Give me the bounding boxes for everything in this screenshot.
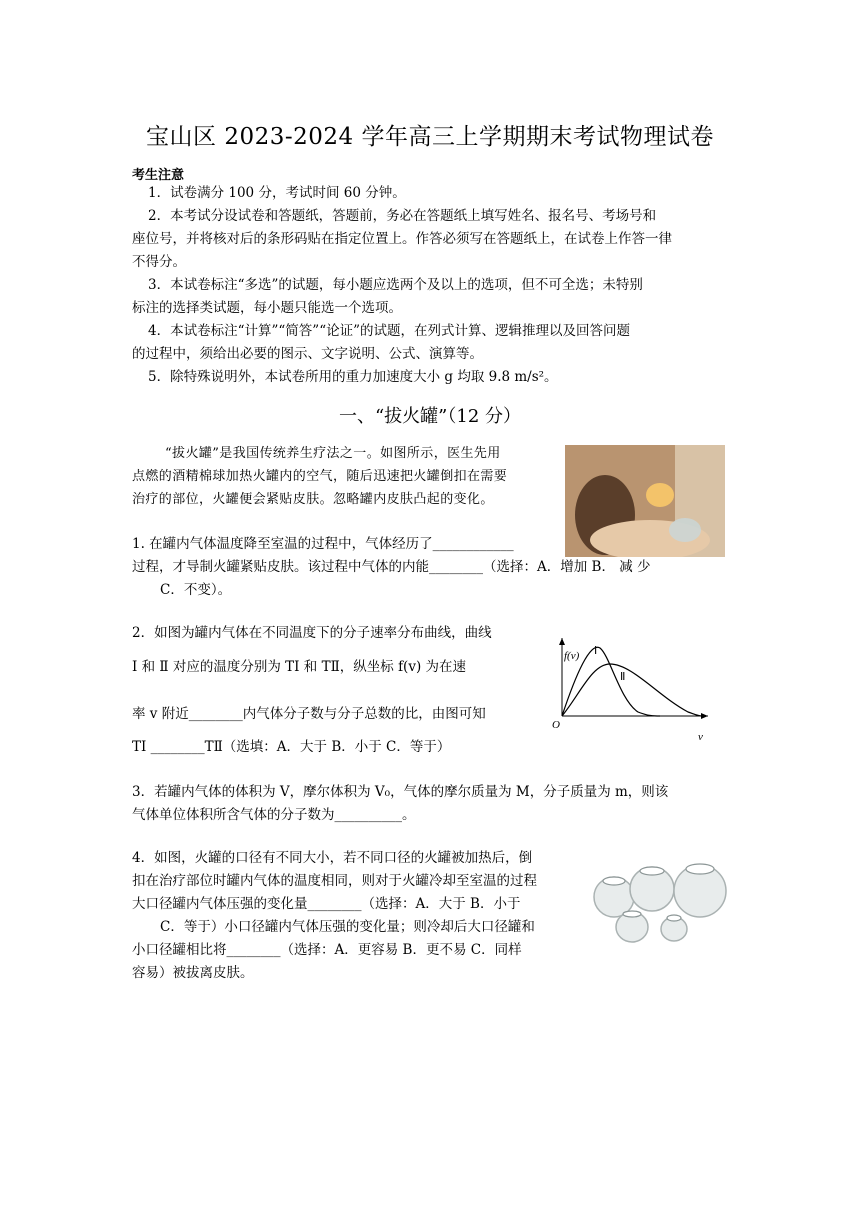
chart-curve1-label: Ⅰ [594, 645, 598, 657]
cupping-photo [565, 445, 725, 557]
section-heading: 一、“拔火罐”（12 分） [338, 406, 522, 427]
notice-line: 不得分。 [132, 254, 186, 270]
q3-line: 气体单位体积所含气体的分子数为__________。 [132, 807, 416, 823]
intro-line: 治疗的部位，火罐便会紧贴皮肤。忽略罐内皮肤凸起的变化。 [132, 492, 494, 507]
q2-line: 率 v 附近________内气体分子数与分子总数的比，由图可知 [132, 706, 486, 722]
q4-line: 扣在治疗部位时罐内气体的温度相同，则对于火罐冷却至室温的过程 [132, 873, 537, 889]
chart-origin: O [552, 719, 560, 731]
chart-curve2-label: Ⅱ [620, 671, 626, 683]
notice-line: 1．试卷满分 100 分，考试时间 60 分钟。 [148, 185, 406, 201]
notice-line: 5．除特殊说明外，本试卷所用的重力加速度大小 g 均取 9.8 m/s²。 [148, 369, 558, 385]
notice-line: 3．本试卷标注“多选”的试题，每小题应选两个及以上的选项，但不可全选；未特别 [148, 277, 643, 293]
page-title: 宝山区 2023-2024 学年高三上学期期末考试物理试卷 [146, 124, 714, 150]
q4-line: 容易）被拔离皮肤。 [132, 965, 254, 981]
chart-ylabel: f(v) [564, 650, 580, 662]
q2-line: Ⅰ 和 Ⅱ 对应的温度分别为 TⅠ 和 TⅡ，纵坐标 f(v) 为在速 [132, 659, 467, 675]
q2-line: 2．如图为罐内气体在不同温度下的分子速率分布曲线，曲线 [132, 625, 492, 641]
glass-cups-photo [590, 857, 734, 947]
chart-xlabel: v [698, 731, 703, 743]
q1-line: C．不变）。 [160, 582, 232, 598]
intro-line: “拔火罐”是我国传统养生疗法之一。如图所示，医生先用 [165, 446, 501, 461]
q4-line: C．等于）小口径罐内气体压强的变化量；则冷却后大口径罐和 [160, 919, 535, 935]
q4-line: 小口径罐相比将________（选择：A．更容易 B．更不易 C．同样 [132, 942, 522, 958]
q4-line: 4．如图，火罐的口径有不同大小，若不同口径的火罐被加热后，倒 [132, 850, 533, 866]
notice-heading: 考生注意 [132, 168, 185, 183]
notice-line: 座位号，并将核对后的条形码贴在指定位置上。作答必须写在答题纸上，在试卷上作答一律 [132, 231, 672, 247]
q2-line: TⅠ ________TⅡ（选填：A．大于 B．小于 C．等于） [132, 739, 451, 755]
notice-line: 的过程中，须给出必要的图示、文字说明、公式、演算等。 [132, 346, 483, 362]
q1-line: 过程，才导制火罐紧贴皮肤。该过程中气体的内能________（选择：A．增加 B． 减 少 [132, 559, 651, 575]
notice-line: 2．本考试分设试卷和答题纸，答题前，务必在答题纸上填写姓名、报名号、考场号和 [148, 208, 657, 224]
intro-line: 点燃的酒精棉球加热火罐内的空气，随后迅速把火罐倒扣在需要 [132, 469, 508, 484]
notice-line: 4．本试卷标注“计算”“简答”“论证”的试题，在列式计算、逻辑推理以及回答问题 [148, 323, 630, 339]
q3-line: 3．若罐内气体的体积为 V，摩尔体积为 V₀，气体的摩尔质量为 M，分子质量为 m，则该 [132, 784, 669, 800]
q4-line: 大口径罐内气体压强的变化量________（选择：A．大于 B．小于 [132, 896, 521, 912]
notice-line: 标注的选择类试题，每小题只能选一个选项。 [132, 300, 402, 316]
speed-distribution-figure [548, 634, 718, 760]
q1-line: 1. 在罐内气体温度降至室温的过程中，气体经历了____________ [132, 536, 514, 552]
